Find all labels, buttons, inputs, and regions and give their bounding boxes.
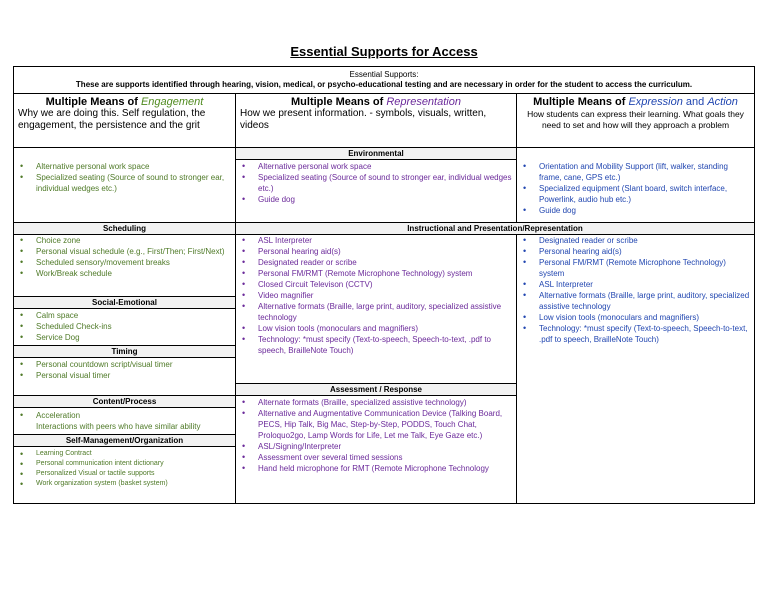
list-item: • Personal countdown script/visual timer	[14, 359, 232, 370]
list-item: • Assessment over several timed sessions	[236, 452, 512, 463]
content-process-list	[14, 410, 232, 432]
list-item: • Personal visual timer	[14, 370, 232, 381]
env-representation-list	[236, 161, 512, 205]
list-item: • Scheduled sensory/movement breaks	[14, 257, 232, 268]
content-item-acceleration: Acceleration	[36, 411, 81, 420]
list-item: • Alternative formats (Braille, large print, auditory, specialized assistive technology	[236, 301, 512, 323]
representation-description: How we present information. - symbols, visuals, written, videos	[240, 108, 487, 131]
list-item: • Personal hearing aid(s)	[517, 246, 751, 257]
intro-heading: Essential Supports:	[349, 70, 419, 79]
list-item: • Technology: *must specify (Text-to-speech, Speech-to-text, .pdf to speech, BrailleNote Touch)	[236, 334, 512, 356]
expression-prefix: Multiple Means of	[533, 96, 629, 108]
supports-table	[13, 66, 755, 504]
list-item: • Alternative formats (Braille, large print, auditory, specialized assistive technology	[517, 290, 751, 312]
environmental-header: Environmental	[236, 147, 516, 160]
instructional-expression-list	[517, 235, 751, 345]
representation-column-header	[236, 94, 516, 132]
list-item: • Hand held microphone for RMT (Remote Microphone Technology	[236, 463, 512, 474]
intro-description: These are supports identified through hearing, vision, medical, or psycho-educational testing and are necessary in order for the student to access the curriculum.	[75, 80, 693, 89]
list-item: • Personal visual schedule (e.g., First/Then; First/Next)	[14, 246, 232, 257]
list-item: • Guide dog	[517, 205, 751, 216]
engagement-description: Why we are doing this. Self regulation, the engagement, the persistence and the grit	[18, 108, 206, 131]
list-item	[14, 410, 232, 432]
list-item: • Alternative personal work space	[14, 161, 232, 172]
list-item: • ASL Interpreter	[517, 279, 751, 290]
list-item: • Alternate formats (Braille, specialized assistive technology)	[236, 397, 512, 408]
list-item: • Specialized equipment (Slant board, switch interface, Powerlink, audio hub etc.)	[517, 183, 751, 205]
engagement-emphasis: Engagement	[140, 96, 204, 108]
instructional-header: Instructional and Presentation/Representation	[236, 222, 754, 235]
list-item: • Low vision tools (monoculars and magnifiers)	[236, 323, 512, 334]
list-item: • Personal hearing aid(s)	[236, 246, 512, 257]
expression-mid: and	[682, 96, 708, 108]
expression-column-header	[517, 94, 754, 131]
list-item: • Scheduled Check-ins	[14, 321, 232, 332]
timing-header: Timing	[14, 345, 235, 358]
list-item: • Orientation and Mobility Support (lift, walker, standing frame, cane, GPS etc.)	[517, 161, 751, 183]
env-top-rule-left	[14, 147, 236, 148]
list-item: • Learning Contract	[14, 449, 232, 459]
list-item: • Designated reader or scribe	[517, 235, 751, 246]
env-top-rule-right	[516, 147, 754, 148]
list-item: • Service Dog	[14, 332, 232, 343]
scheduling-header: Scheduling	[14, 222, 235, 235]
engagement-column-header	[14, 94, 235, 132]
representation-emphasis: Representation	[386, 96, 461, 108]
list-item: • Alternative personal work space	[236, 161, 512, 172]
page-title: Essential Supports for Access	[290, 44, 478, 59]
assessment-list	[236, 397, 512, 474]
self-management-list	[14, 449, 232, 489]
list-item: • Alternative and Augmentative Communication Device (Talking Board, PECS, Hip Talk, Big Mac, Step-by-Step, PODDS, Touch Chat, Proloquo2go, Lamp Words for Life, Let me Talk, Eye Gaze etc.)	[236, 408, 512, 441]
list-item: • Personalized Visual or tactile supports	[14, 469, 232, 479]
list-item: • ASL Interpreter	[236, 235, 512, 246]
content-process-header: Content/Process	[14, 395, 235, 408]
list-item: • Technology: *must specify (Text-to-speech, Speech-to-text, .pdf to speech, BrailleNote Touch)	[517, 323, 751, 345]
social-emotional-list	[14, 310, 232, 343]
list-item: • Personal FM/RMT (Remote Microphone Technology) system	[236, 268, 512, 279]
self-management-header: Self-Management/Organization	[14, 434, 235, 447]
expression-description: How students can express their learning. What goals they need to set and how will they approach a problem	[527, 109, 744, 130]
list-item: • Work/Break schedule	[14, 268, 232, 279]
action-emphasis: Action	[707, 96, 738, 108]
list-item: • ASL/Signing/Interpreter	[236, 441, 512, 452]
list-item: • Calm space	[14, 310, 232, 321]
list-item: • Low vision tools (monoculars and magnifiers)	[517, 312, 751, 323]
list-item: • Work organization system (basket system)	[14, 479, 232, 489]
instructional-representation-list	[236, 235, 512, 356]
representation-prefix: Multiple Means of	[291, 96, 387, 108]
list-item: • Choice zone	[14, 235, 232, 246]
expression-emphasis: Expression	[628, 96, 683, 108]
list-item: • Personal FM/RMT (Remote Microphone Technology) system	[517, 257, 751, 279]
social-emotional-header: Social-Emotional	[14, 296, 235, 309]
scheduling-list	[14, 235, 232, 279]
list-item: • Video magnifier	[236, 290, 512, 301]
list-item: • Specialized seating (Source of sound to stronger ear, individual wedges etc.)	[236, 172, 512, 194]
list-item: • Closed Circuit Televison (CCTV)	[236, 279, 512, 290]
assessment-header: Assessment / Response	[236, 383, 516, 396]
intro-box	[14, 67, 754, 94]
list-item: • Specialized seating (Source of sound to stronger ear, individual wedges etc.)	[14, 172, 232, 194]
list-item: • Designated reader or scribe	[236, 257, 512, 268]
list-item: • Guide dog	[236, 194, 512, 205]
list-item: • Personal communication intent dictionary	[14, 459, 232, 469]
env-engagement-list	[14, 161, 232, 194]
engagement-prefix: Multiple Means of	[45, 96, 141, 108]
content-item-peers: Interactions with peers who have similar ability	[36, 422, 201, 431]
env-expression-list	[517, 161, 751, 216]
timing-list	[14, 359, 232, 381]
